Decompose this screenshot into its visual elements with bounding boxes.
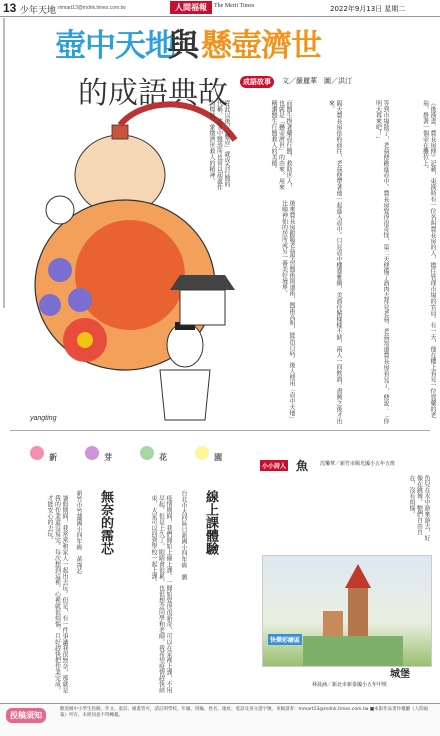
margin-rule — [3, 18, 5, 308]
article-column-3: 隔天費長房依約前往，老翁便帶著他一起進入壺中。只見壺中樓臺雅緻，美酒佳餚樣樣不缺，兩人一同飲酒，盡興之後才出來。 — [327, 100, 342, 424]
title-joiner: 與 — [168, 28, 199, 64]
piece-1-text: 暑假期間，我常常和家人一起出去玩。但是，有一件事讓我很無奈，那就是我的作業還沒寫完。每次想到這裡，心裡就很煩惱，只好趕快把作業完成，才能安心的去玩。 — [46, 495, 68, 693]
castle-icon — [263, 556, 431, 666]
feature-byline: 文／嚴麗華 圖／洪汀 — [282, 77, 352, 85]
section-divider — [10, 430, 430, 431]
poem-byline: 沈樂華／新竹市陽光國小五年五班 — [320, 461, 396, 467]
painting-title: 城堡 — [390, 669, 410, 680]
pavilion-drawing — [170, 275, 235, 325]
flower-label-1: 新 — [30, 445, 57, 464]
flower-label-2: 芽 — [85, 445, 112, 464]
flower-label-4: 園 — [195, 445, 222, 464]
piece-2-title: 線上課體驗 — [203, 490, 218, 555]
section-name: 少年天地 — [20, 6, 57, 16]
article-column-1: 《後漢書．費長房傳》記載，東漢時有一位名叫費長房的人，擔任管理市場的官員。有一天，他在樓上看見一位賣藥的老翁，掛著一個壺在攤位上。 — [421, 100, 436, 418]
artist-signature: yangting — [30, 415, 57, 422]
poem-text: 魚兒在水中游來游去，好像在跳舞。牠們自由自在，沒有煩惱。 — [408, 475, 430, 541]
flower-icon — [140, 446, 154, 460]
poem-badge: 小小詩人 — [260, 460, 288, 471]
flower-icon — [85, 446, 99, 460]
flower-label-3: 花 — [140, 445, 167, 464]
article-column-5: 而醫生掛著藥壺行醫，救助世人，也就是「懸壺濟世」的由來，用來稱讚醫生行醫救人的美德。 — [270, 100, 292, 190]
article-column-6: 從此以後，「懸壺」就成為行醫的代稱，許多中醫診所也常以葫蘆作為標誌，象徵濟世救人的精神。 — [208, 100, 230, 190]
castle-painting — [262, 555, 432, 667]
piece-2-text-a: 疫情期間，我們開始上線上課。一開始覺得很新奇，可以在家裡上課，不用早起。但是上久了，眼睛會很累，也很想念同學和老師。我希望疫情趕快結束，大家可以回到學校一起上課。 — [150, 495, 172, 693]
title-line-2: 的成語典故 — [78, 76, 228, 111]
page-number: 13 — [3, 1, 17, 15]
piece-1-title: 無奈的霈芯 — [98, 490, 113, 555]
header-email[interactable]: mmart13@mdnk.times.com.tw — [58, 5, 126, 11]
painting-badge: 快樂彩繪區 — [268, 634, 302, 645]
newspaper-logo: 人間福報 — [170, 1, 212, 14]
title-part-b: 懸壺濟世 — [201, 28, 321, 64]
category-badge: 成語故事 — [240, 76, 274, 88]
submission-badge: 投稿須知 — [6, 708, 46, 723]
piece-1-byline: 新竹市竹蓮國小四年級 黃霈芯 — [75, 490, 82, 574]
article-column-2: 等到市場散了，老翁便跳進壺中。費長房覺得很奇怪，第二天便備了酒肉去拜見老翁。老翁知道費長房看見了，便說：「你明天再來吧！」 — [374, 100, 389, 424]
article-column-4: 後來費長房跟隨老翁學習醫術與道術，醫術高明，能治百病。後人便用「壺中天地」比喻神仙的居所或另一番美好境界。 — [280, 200, 295, 422]
flower-icon — [195, 446, 209, 460]
poem-title: 魚 — [296, 459, 309, 473]
piece-2-byline: 台北市大同區日新國小四年級 劉 — [180, 490, 187, 580]
painting-byline: 林晨涵／新北市新泰國小五年甲班 — [312, 682, 388, 688]
issue-date: 2022年9月13日 星期二 — [330, 5, 406, 13]
flower-icon — [30, 446, 44, 460]
submission-notice: 歡迎國中小學生投稿，作文、童詩、繪畫皆可，請註明學校、年級、班級、姓名、地址、電話及身分證字號。來稿請寄：mmart13@mdnk.times.com.tw ■本版作品著作權屬《人間福報》所有，未經同意不得轉載。 — [60, 707, 429, 719]
title-part-a: 壺中天地 — [55, 28, 175, 64]
newspaper-logo-en: The Merit Times — [214, 3, 255, 9]
